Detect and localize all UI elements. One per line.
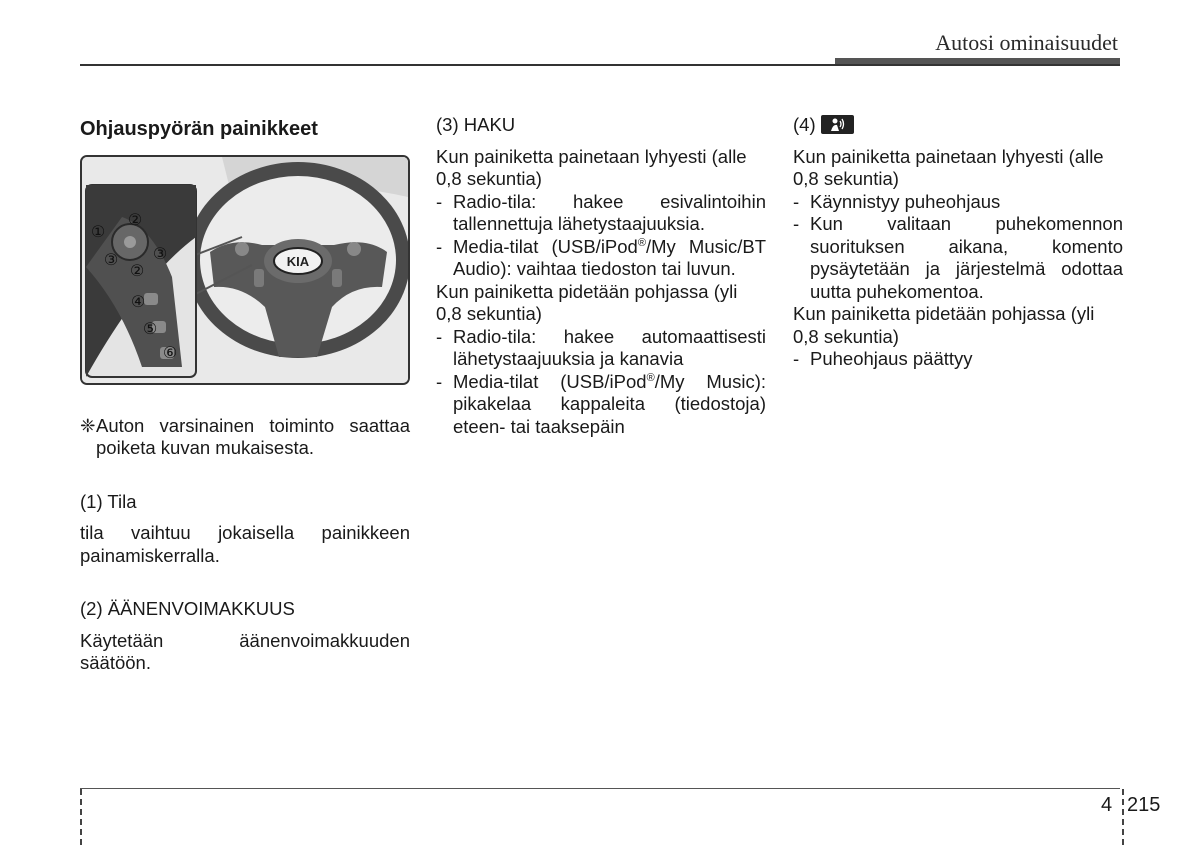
header-title: Autosi ominaisuudet — [935, 30, 1118, 55]
note-mark: ❈ — [80, 414, 96, 436]
callout-4: ④ — [130, 291, 146, 311]
list-item: - Käynnistyy puheohjaus — [793, 190, 1001, 212]
column-1 — [80, 114, 410, 675]
list-item: - Puheohjaus päättyy — [793, 348, 973, 369]
chapter-number: 4 — [1101, 794, 1113, 816]
cut-line-right — [1122, 789, 1124, 845]
note-text: Auton varsinainen toiminto saattaa poiketa kuvan mukaisesta. — [96, 414, 410, 458]
tila-heading: (1) Tila — [80, 490, 137, 512]
list-item: - Kun valitaan puhekomennon suorituksen aikana, komento pysäytetään ja järjestelmä odottaa uutta puhekomentoa. — [793, 213, 1123, 302]
callout-3-left: ③ — [103, 249, 119, 269]
list-item: - Radio-tila: hakee esivalintoihin tallennettuja lähetystaajuuksia. — [436, 190, 766, 234]
steering-wheel-figure — [80, 155, 410, 385]
callout-2-top: ② — [127, 209, 143, 229]
column-3 — [793, 114, 1123, 371]
steering-wheel-illustration — [82, 157, 408, 383]
callout-5: ⑤ — [142, 318, 158, 338]
volume-heading: (2) ÄÄNENVOIMAKKUUS — [80, 598, 295, 619]
short-press-text: Kun painiketta painetaan lyhyesti (alle 0,8 sekuntia) — [793, 145, 1104, 189]
callout-6: ⑥ — [162, 342, 178, 362]
cut-line-left — [80, 789, 82, 845]
voice-recognition-icon — [821, 115, 854, 134]
callout-2-bottom: ② — [129, 260, 145, 280]
header-rule — [80, 64, 1120, 66]
callout-3-right: ③ — [152, 243, 168, 263]
list-item: - Media-tilat (USB/iPod®/My Music/BT Audio): vaihtaa tiedoston tai luvun. — [436, 235, 767, 279]
volume-text: Käytetään äänenvoimakkuuden säätöön. — [80, 629, 410, 673]
tila-text: tila vaihtuu jokaisella painikkeen painamiskerralla. — [80, 522, 410, 566]
list-item: - Media-tilat (USB/iPod®/My Music): pikakelaa kappaleita (tiedostoja) eteen- tai taaksepäin — [436, 370, 766, 437]
section-heading: Ohjauspyörän painikkeet — [80, 118, 318, 140]
column-2 — [436, 114, 766, 438]
kia-logo: KIA — [286, 253, 310, 269]
page-number: 215 — [1127, 794, 1161, 816]
footer-rule — [80, 788, 1120, 789]
short-press-text: Kun painiketta painetaan lyhyesti (alle 0,8 sekuntia) — [436, 145, 747, 189]
long-press-text: Kun painiketta pidetään pohjassa (yli 0,8 sekuntia) — [793, 303, 1095, 347]
list-item: - Radio-tila: hakee automaattisesti lähetystaajuuksia ja kanavia — [436, 325, 766, 369]
haku-heading: (3) HAKU — [436, 114, 516, 135]
image-note — [80, 415, 410, 460]
callout-1: ① — [90, 221, 106, 241]
voice-heading: (4) — [793, 114, 1123, 137]
long-press-text: Kun painiketta pidetään pohjassa (yli 0,8 sekuntia) — [436, 280, 738, 324]
